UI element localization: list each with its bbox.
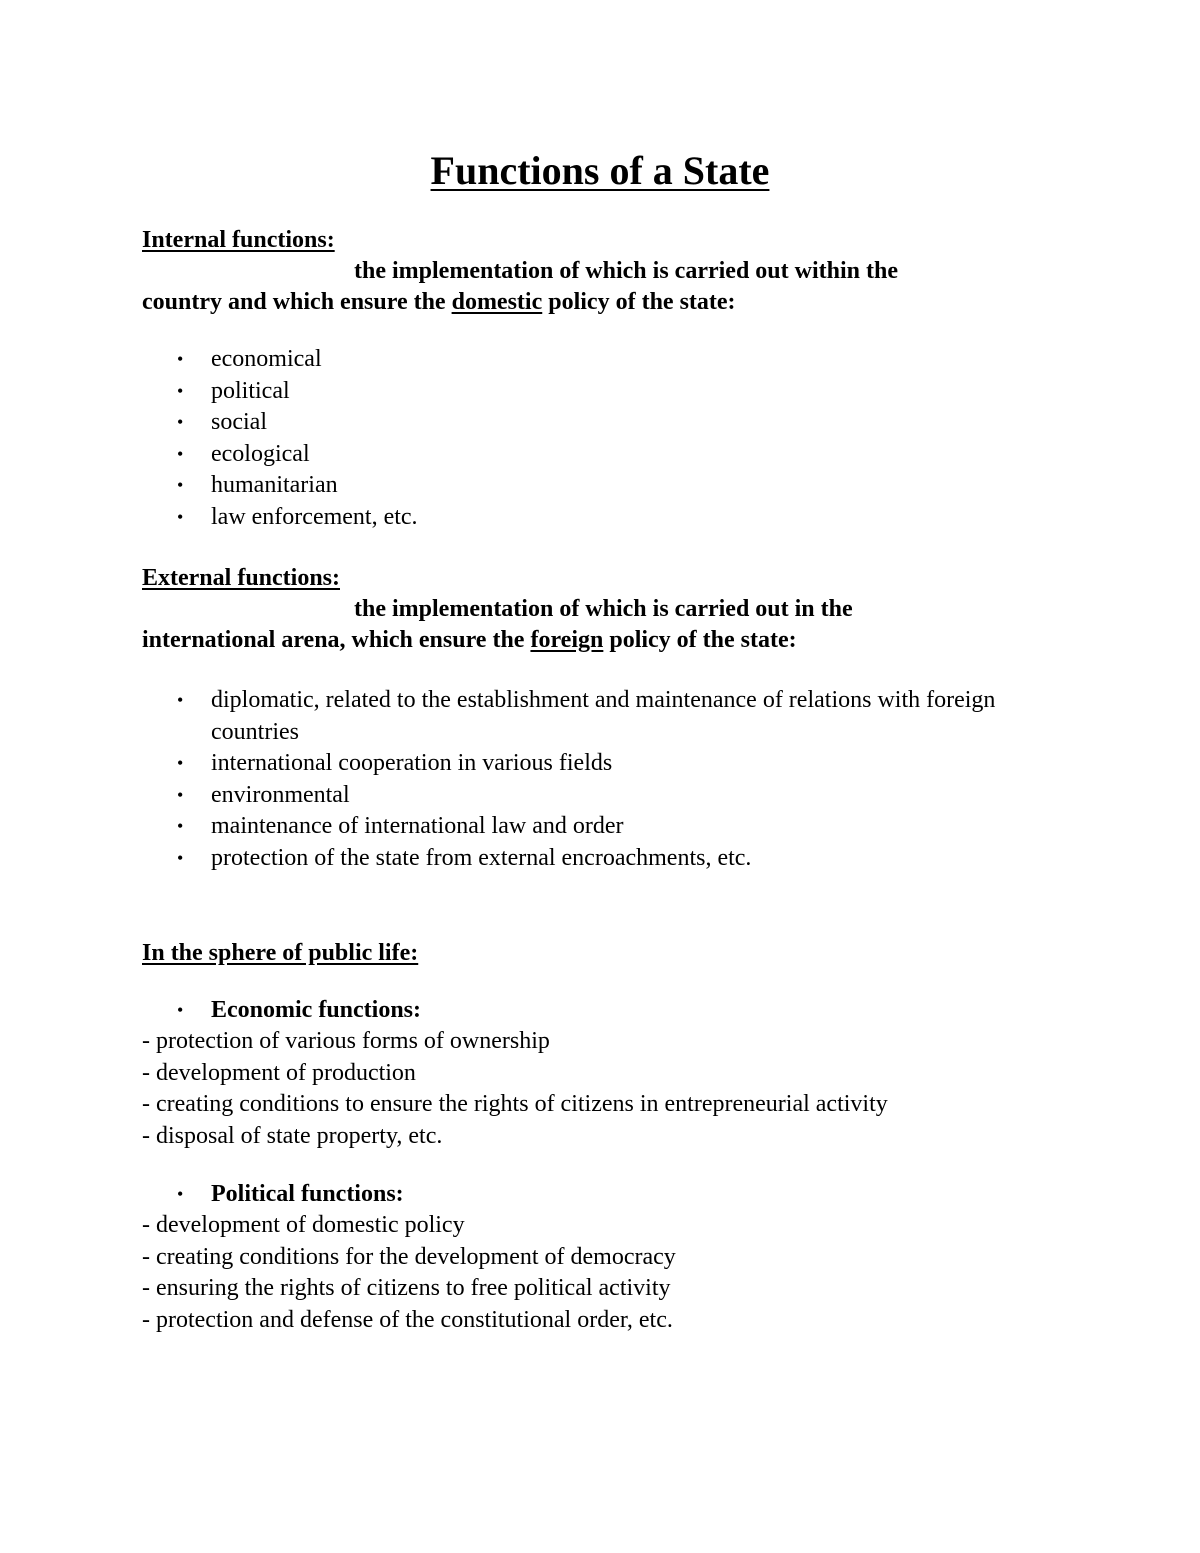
internal-functions-heading: Internal functions:	[142, 227, 335, 253]
bullet-icon: •	[177, 475, 184, 496]
bullet-icon: •	[177, 816, 184, 837]
list-item-text: social	[211, 409, 267, 436]
external-functions-list	[0, 685, 1041, 875]
list-item: - development of production	[142, 1059, 416, 1086]
list-item	[0, 470, 1041, 502]
list-item	[0, 376, 1041, 408]
domestic-keyword: domestic	[451, 289, 543, 315]
bullet-icon: •	[177, 380, 184, 401]
list-item	[0, 811, 1041, 843]
bullet-icon: •	[177, 412, 184, 433]
list-item-text: environmental	[211, 781, 350, 808]
internal-intro-line2	[142, 287, 1062, 318]
political-functions-label: Political functions:	[211, 1181, 404, 1207]
list-item: - creating conditions for the development of democracy	[142, 1243, 676, 1270]
list-item	[0, 685, 1041, 748]
bullet-icon: •	[177, 1184, 184, 1204]
political-functions-list	[142, 1210, 676, 1336]
foreign-keyword: foreign	[530, 627, 604, 653]
list-item-text: diplomatic, related to the establishment and maintenance of relations with foreign countries	[211, 687, 996, 745]
internal-functions-list	[0, 344, 1041, 534]
bullet-icon: •	[177, 349, 184, 369]
list-item: - creating conditions to ensure the rights of citizens in entrepreneurial activity	[142, 1091, 888, 1117]
list-item: - ensuring the rights of citizens to free political activity	[142, 1275, 671, 1301]
list-item-text: maintenance of international law and order	[211, 813, 624, 840]
list-item: - disposal of state property, etc.	[142, 1122, 443, 1149]
external-intro-text-end: policy of the state:	[603, 627, 797, 653]
list-item-text: political	[211, 377, 290, 404]
list-item	[0, 407, 1041, 439]
bullet-icon: •	[177, 506, 184, 527]
external-intro-line2	[142, 625, 1062, 656]
list-item-text: ecological	[211, 440, 310, 467]
list-item-text: law enforcement, etc.	[211, 503, 418, 530]
list-item: - development of domestic policy	[142, 1212, 465, 1238]
internal-intro-text: country and which ensure the	[142, 289, 452, 315]
page-title: Functions of a State	[430, 148, 770, 193]
list-item	[0, 344, 1041, 376]
list-item-text: protection of the state from external encroachments, etc.	[211, 844, 752, 871]
list-item	[0, 780, 1041, 812]
list-item	[0, 502, 1041, 534]
external-functions-heading: External functions:	[142, 565, 340, 591]
list-item	[0, 843, 1041, 875]
public-life-heading: In the sphere of public life:	[142, 940, 419, 966]
economic-functions-label: Economic functions:	[211, 997, 421, 1023]
list-item-text: international cooperation in various fields	[211, 750, 613, 777]
list-item-text: economical	[211, 346, 322, 372]
list-item	[0, 748, 1041, 780]
list-item: - protection of various forms of ownership	[142, 1028, 550, 1054]
bullet-icon: •	[177, 753, 184, 774]
list-item	[0, 439, 1041, 471]
internal-intro-line1: the implementation of which is carried out within the	[354, 258, 898, 284]
external-intro-text: international arena, which ensure the	[142, 627, 531, 653]
list-item: - protection and defense of the constitutional order, etc.	[142, 1306, 673, 1333]
bullet-icon: •	[177, 1000, 184, 1020]
list-item-text: humanitarian	[211, 472, 338, 499]
internal-functions-intro	[142, 256, 1062, 318]
bullet-icon: •	[177, 784, 184, 805]
external-intro-line1: the implementation of which is carried out in the	[354, 596, 853, 622]
bullet-icon: •	[177, 847, 184, 868]
bullet-icon: •	[177, 690, 184, 710]
internal-intro-text-end: policy of the state:	[542, 289, 736, 315]
bullet-icon: •	[177, 443, 184, 464]
economic-functions-list	[142, 1026, 888, 1152]
external-functions-intro	[142, 594, 1062, 656]
